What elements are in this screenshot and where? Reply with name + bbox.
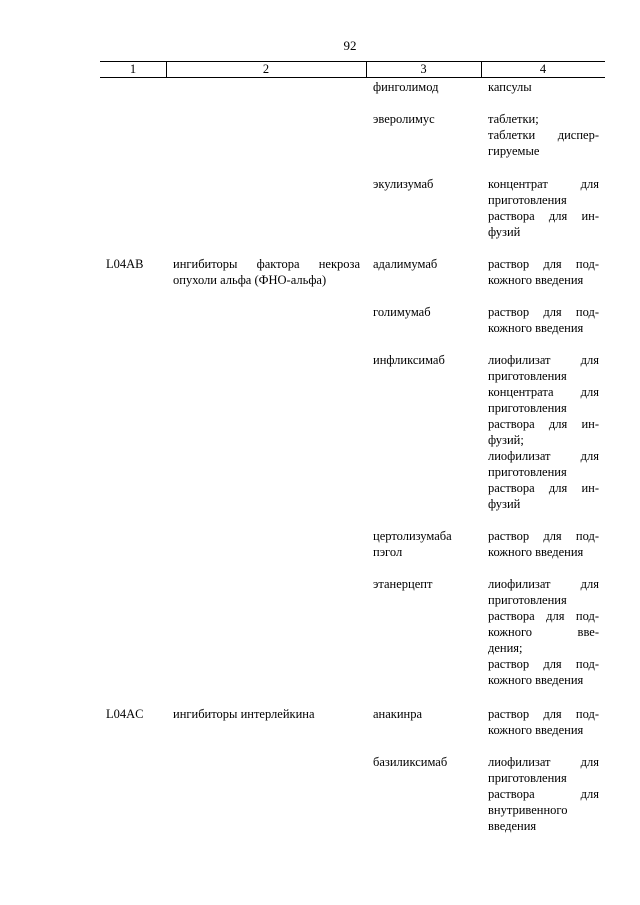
- drug-name: экулизумаб: [373, 177, 434, 191]
- drug-name: инфликсимаб: [373, 353, 445, 367]
- drug-name: голимумаб: [373, 305, 431, 319]
- page-number: 92: [343, 38, 357, 53]
- header-cell: 1: [129, 62, 137, 76]
- pharmacological-group: ингибиторы фактора некроза опухоли альфа (ФНО-альфа): [173, 257, 360, 287]
- header-cell: 4: [539, 62, 547, 76]
- header-cell: 2: [262, 62, 270, 76]
- pharmacological-group: ингибиторы интерлейкина: [173, 707, 315, 721]
- drug-name: цертолизумаба пэгол: [373, 529, 452, 559]
- dosage-form: концентрат для приготовления раствора для ин- фузий: [488, 177, 599, 239]
- dosage-form: лиофилизат для приготовления раствора для внутривенного введения: [488, 755, 599, 833]
- drug-name: эверолимус: [373, 112, 435, 126]
- drug-name: базиликсимаб: [373, 755, 448, 769]
- atc-code: L04AB: [106, 257, 144, 271]
- dosage-form: таблетки; таблетки диспер- гируемые: [488, 112, 599, 158]
- drug-name: анакинра: [373, 707, 423, 721]
- atc-code: L04AC: [106, 707, 144, 721]
- dosage-form: лиофилизат для приготовления концентрата для приготовления раствора для ин- фузий; лиофилизат для приготовления раствора для ин- фузий: [488, 353, 599, 511]
- table-header: [100, 61, 605, 78]
- dosage-form: раствор для под- кожного введения: [488, 529, 599, 559]
- drug-name: адалимумаб: [373, 257, 438, 271]
- dosage-form: лиофилизат для приготовления раствора для под- кожного вве- дения; раствор для под- кожного введения: [488, 577, 599, 687]
- dosage-form: раствор для под- кожного введения: [488, 707, 599, 737]
- drug-name: этанерцепт: [373, 577, 433, 591]
- dosage-form: раствор для под- кожного введения: [488, 305, 599, 335]
- header-cell: 3: [420, 62, 427, 76]
- drug-name: финголимод: [373, 80, 439, 94]
- dosage-form: капсулы: [488, 80, 532, 94]
- dosage-form: раствор для под- кожного введения: [488, 257, 599, 287]
